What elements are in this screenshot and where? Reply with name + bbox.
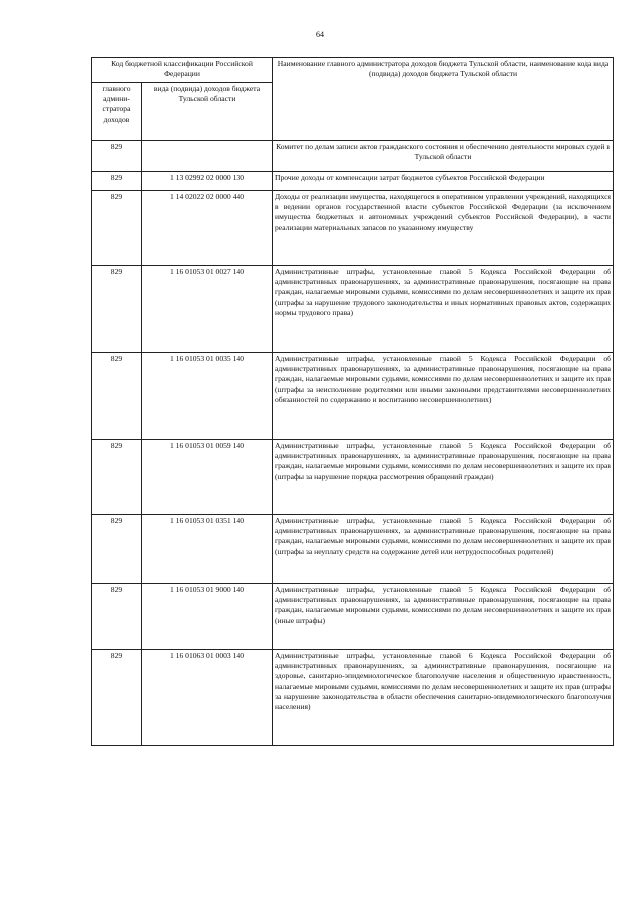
table-row xyxy=(92,515,614,584)
income-description: Доходы от реализации имущества, находящегося в оперативном управлении учреждений, находящихся в ведении органов государственной власти субъектов Российской Федерации (за исключением имущества бюджетных и автономных учреждений субъектов Российской Федерации), в части реализации материальных запасов по указанному имуществу xyxy=(273,191,614,266)
committee-row xyxy=(92,141,614,172)
kind-code: 1 16 01063 01 0003 140 xyxy=(142,650,273,746)
committee-admin-code: 829 xyxy=(92,141,142,172)
table-row xyxy=(92,650,614,746)
admin-code: 829 xyxy=(92,172,142,191)
table-row xyxy=(92,584,614,650)
income-description: Прочие доходы от компенсации затрат бюджетов субъектов Российской Федерации xyxy=(273,172,614,191)
admin-code: 829 xyxy=(92,440,142,515)
income-description: Административные штрафы, установленные главой 5 Кодекса Российской Федерации об административных правонарушениях, за административные правонарушения, посягающие на права граждан, налагаемые мировыми судьями, комиссиями по делам несовершеннолетних и защите их прав (иные штрафы) xyxy=(273,584,614,650)
kind-code: 1 13 02992 02 0000 130 xyxy=(142,172,273,191)
income-description: Административные штрафы, установленные главой 5 Кодекса Российской Федерации об административных правонарушениях, за административные правонарушения, посягающие на права граждан, налагаемые мировыми судьями, комиссиями по делам несовершеннолетних и защите их прав (штрафы за нарушение трудового законодательства и иных нормативных правовых актов, содержащих нормы трудового права) xyxy=(273,266,614,353)
header-name-column: Наименование главного администратора доходов бюджета Тульской области, наименование кода вида (подвида) доходов бюджета Тульской области xyxy=(273,58,614,141)
table-row xyxy=(92,172,614,191)
income-description: Административные штрафы, установленные главой 5 Кодекса Российской Федерации об административных правонарушениях, за административные правонарушения, посягающие на права граждан, налагаемые мировыми судьями, комиссиями по делам несовершеннолетних и защите их прав (штрафы за неисполнение родителями или иными законными представителями несовершеннолетних обязанностей по содержанию и воспитанию несовершеннолетних) xyxy=(273,353,614,440)
kind-code: 1 16 01053 01 0059 140 xyxy=(142,440,273,515)
admin-code: 829 xyxy=(92,353,142,440)
header-row xyxy=(92,58,614,83)
kind-code: 1 14 02022 02 0000 440 xyxy=(142,191,273,266)
table-row xyxy=(92,191,614,266)
kind-code: 1 16 01053 01 9000 140 xyxy=(142,584,273,650)
header-admin-column: главного админи-стратора доходов xyxy=(92,83,142,141)
kind-code: 1 16 01053 01 0351 140 xyxy=(142,515,273,584)
header-kind-column: вида (подвида) доходов бюджета Тульской области xyxy=(142,83,273,141)
admin-code: 829 xyxy=(92,650,142,746)
table-row xyxy=(92,440,614,515)
page-number: 64 xyxy=(316,30,324,39)
table-row xyxy=(92,353,614,440)
budget-classification-table xyxy=(91,57,614,746)
header-code-group: Код бюджетной классификации Российской Федерации xyxy=(92,58,273,83)
admin-code: 829 xyxy=(92,584,142,650)
kind-code: 1 16 01053 01 0027 140 xyxy=(142,266,273,353)
income-description: Административные штрафы, установленные главой 5 Кодекса Российской Федерации об административных правонарушениях, за административные правонарушения, посягающие на права граждан, налагаемые мировыми судьями, комиссиями по делам несовершеннолетних и защите их прав (штрафы за нарушение порядка рассмотрения обращений граждан) xyxy=(273,440,614,515)
table-row xyxy=(92,266,614,353)
admin-code: 829 xyxy=(92,266,142,353)
admin-code: 829 xyxy=(92,191,142,266)
income-description: Административные штрафы, установленные главой 5 Кодекса Российской Федерации об административных правонарушениях, за административные правонарушения, посягающие на права граждан, налагаемые мировыми судьями, комиссиями по делам несовершеннолетних и защите их прав (штрафы за неуплату средств на содержание детей или нетрудоспособных родителей) xyxy=(273,515,614,584)
committee-name: Комитет по делам записи актов гражданского состояния и обеспечению деятельности мировых судей в Тульской области xyxy=(273,141,614,172)
income-description: Административные штрафы, установленные главой 6 Кодекса Российской Федерации об административных правонарушениях, за административные правонарушения, посягающие на здоровье, санитарно-эпидемиологическое благополучие населения и общественную нравственность, налагаемые мировыми судьями, комиссиями по делам несовершеннолетних и защите их прав (штрафы за нарушение законодательства в области обеспечения санитарно-эпидемиологического благополучия населения) xyxy=(273,650,614,746)
admin-code: 829 xyxy=(92,515,142,584)
committee-kind-code xyxy=(142,141,273,172)
kind-code: 1 16 01053 01 0035 140 xyxy=(142,353,273,440)
